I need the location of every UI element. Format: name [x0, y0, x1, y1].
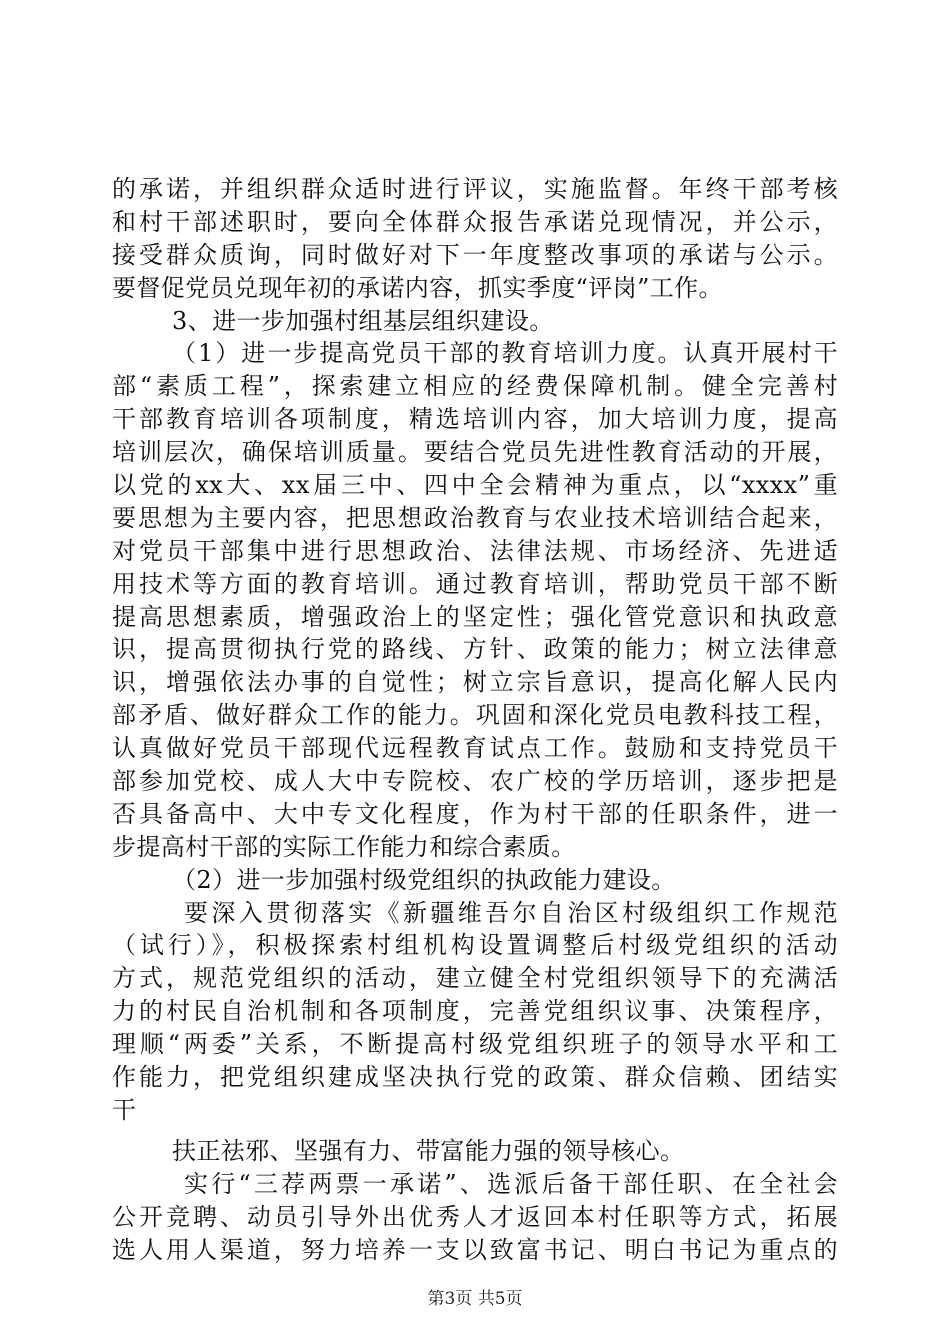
text-line: 3、进一步加强村组基层组织建设。 [172, 306, 554, 335]
text-line: 要督促党员兑现年初的承诺内容，抓实季度“评岗”工作。 [112, 273, 723, 302]
text-line: 公开竞聘、动员引导外出优秀人才返回本村任职等方式，拓展 [112, 1202, 838, 1231]
text-line: 对党员干部集中进行思想政治、法律法规、市场经济、先进适 [112, 536, 838, 565]
text-line: 步提高村干部的实际工作能力和综合素质。 [112, 832, 576, 861]
text-line: 实行“三荐两票一承诺”、选派后备干部任职、在全社会 [184, 1169, 838, 1198]
text-line: 部矛盾、做好群众工作的能力。巩固和深化党员电教科技工程， [112, 701, 838, 730]
text-line: 扶正祛邪、坚强有力、带富能力强的领导核心。 [172, 1136, 685, 1165]
text-line: （1）进一步提高党员干部的教育培训力度。认真开展村干 [172, 339, 838, 368]
text-line: 培训层次，确保培训质量。要结合党员先进性教育活动的开展， [112, 438, 838, 467]
text-line: 部参加党校、成人大中专院校、农广校的学历培训，逐步把是 [112, 767, 838, 796]
text-line: 方式，规范党组织的活动，建立健全村党组织领导下的充满活 [112, 964, 838, 993]
text-line: 干部教育培训各项制度，精选培训内容，加大培训力度，提高 [112, 405, 838, 434]
page-footer: 第3页 共5页 [427, 1289, 523, 1309]
text-line: 认真做好党员干部现代远程教育试点工作。鼓励和支持党员干 [112, 734, 838, 763]
text-line: 干 [112, 1095, 137, 1124]
text-line: 力的村民自治机制和各项制度，完善党组织议事、决策程序， [112, 997, 838, 1026]
text-line: 识，增强依法办事的自觉性；树立宗旨意识，提高化解人民内 [112, 668, 838, 697]
text-line: 识，提高贯彻执行党的路线、方针、政策的能力；树立法律意 [112, 635, 838, 664]
text-line: 和村干部述职时，要向全体群众报告承诺兑现情况，并公示， [112, 207, 838, 236]
text-line: 要思想为主要内容，把思想政治教育与农业技术培训结合起来， [112, 503, 838, 532]
document-body [112, 173, 838, 1266]
text-line: （2）进一步加强村级党组织的执政能力建设。 [172, 865, 676, 894]
text-line: 提高思想素质，增强政治上的坚定性；强化管党意识和执政意 [112, 602, 838, 631]
paragraph-gap [112, 1127, 838, 1135]
text-line: 的承诺，并组织群众适时进行评议，实施监督。年终干部考核 [112, 175, 838, 203]
text-line: 以党的xx大、xx届三中、四中全会精神为重点，以“xxxx”重 [112, 471, 838, 500]
text-line: 要深入贯彻落实《新疆维吾尔自治区村级组织工作规范 [184, 898, 838, 927]
text-line: 理顺“两委”关系，不断提高村级党组织班子的领导水平和工 [112, 1030, 838, 1059]
text-line: （试行）》，积极探索村组机构设置调整后村级党组织的活动 [112, 931, 838, 960]
text-line: 部“素质工程”，探索建立相应的经费保障机制。健全完善村 [112, 372, 838, 401]
text-line: 否具备高中、大中专文化程度，作为村干部的任职条件，进一 [112, 799, 838, 828]
text-line: 选人用人渠道，努力培养一支以致富书记、明白书记为重点的 [112, 1235, 838, 1264]
text-line: 用技术等方面的教育培训。通过教育培训，帮助党员干部不断 [112, 569, 838, 598]
text-line: 作能力，把党组织建成坚决执行党的政策、群众信赖、团结实 [112, 1063, 838, 1092]
text-line: 接受群众质询，同时做好对下一年度整改事项的承诺与公示。 [112, 240, 838, 269]
